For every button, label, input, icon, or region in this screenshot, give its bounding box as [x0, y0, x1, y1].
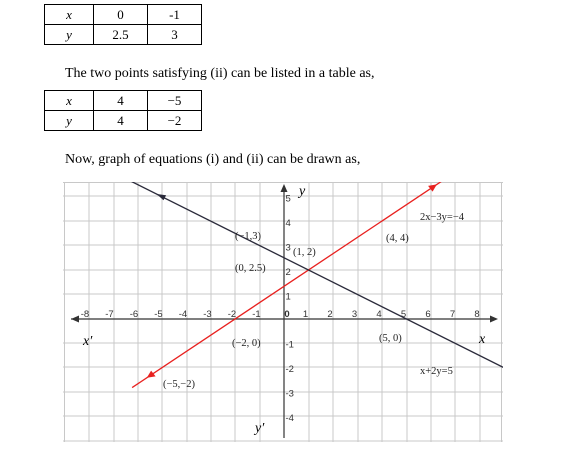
y-tick-label: 5	[285, 193, 291, 205]
table-cell: 3	[148, 25, 202, 45]
point-label: (−5,−2)	[163, 379, 195, 390]
table-cell: y	[45, 111, 94, 131]
table-row	[45, 25, 202, 45]
x-tick-label: -7	[105, 309, 114, 320]
x-tick-label: 0	[284, 309, 290, 320]
table-cell: −5	[148, 91, 202, 111]
x-tick-label: 6	[425, 309, 431, 320]
table-cell: -1	[148, 5, 202, 25]
x-tick-label: 5	[400, 309, 407, 320]
table-cell: 2.5	[94, 25, 148, 45]
equation-label-black: x+2y=5	[420, 366, 453, 377]
x-tick-label: 4	[376, 309, 382, 320]
point-label: (5, 0)	[379, 333, 402, 344]
x-tick-label: 7	[449, 309, 456, 320]
x-tick-label: 3	[351, 309, 358, 320]
y-axis-negative-label: y′	[255, 421, 265, 436]
table-row	[45, 5, 202, 25]
point-label: (0, 2.5)	[235, 263, 266, 274]
y-tick-label: 4	[285, 218, 291, 229]
x-tick-label: -6	[129, 309, 139, 320]
x-axis-negative-label: x′	[83, 334, 93, 349]
x-tick-label: -4	[178, 309, 188, 320]
linear-equations-graph	[63, 182, 503, 442]
x-axis-label: x	[479, 332, 486, 347]
y-tick-label: -1	[285, 339, 294, 351]
table-cell: 0	[94, 5, 148, 25]
x-tick-label: 2	[327, 309, 333, 320]
equation-label-red: 2x−3y=−4	[420, 212, 465, 223]
x-tick-label: -3	[203, 309, 212, 320]
paragraph-graph-intro: Now, graph of equations (i) and (ii) can be drawn as,	[65, 152, 361, 167]
y-tick-label: -3	[285, 388, 294, 400]
paragraph-table-intro: The two points satisfying (ii) can be listed in a table as,	[65, 66, 375, 81]
table-row	[45, 91, 202, 111]
x-tick-label: -5	[154, 309, 163, 320]
table-equation-2-points	[44, 90, 202, 131]
table-cell: 4	[94, 111, 148, 131]
y-tick-label: -2	[285, 364, 294, 375]
table-cell: −2	[148, 111, 202, 131]
y-tick-label: 3	[285, 242, 291, 254]
x-tick-label: -1	[252, 309, 261, 320]
x-tick-label: 1	[302, 309, 309, 320]
point-label: (4, 4)	[386, 233, 409, 244]
table-cell: x	[45, 91, 94, 111]
point-label: (−1,3)	[235, 231, 262, 242]
point-label: (1, 2)	[293, 247, 316, 258]
table-cell: x	[45, 5, 94, 25]
y-axis-label: y	[299, 184, 306, 199]
y-tick-label: 1	[285, 291, 291, 303]
y-tick-label: -4	[285, 413, 294, 424]
x-tick-label: -2	[227, 309, 237, 320]
table-row	[45, 111, 202, 131]
table-equation-1-points	[44, 4, 202, 45]
table-cell: y	[45, 25, 94, 45]
table-cell: 4	[94, 91, 148, 111]
x-tick-label: -8	[80, 309, 90, 320]
x-tick-label: 8	[474, 309, 480, 320]
y-tick-label: 2	[285, 267, 291, 278]
point-label: (−2, 0)	[232, 338, 261, 349]
